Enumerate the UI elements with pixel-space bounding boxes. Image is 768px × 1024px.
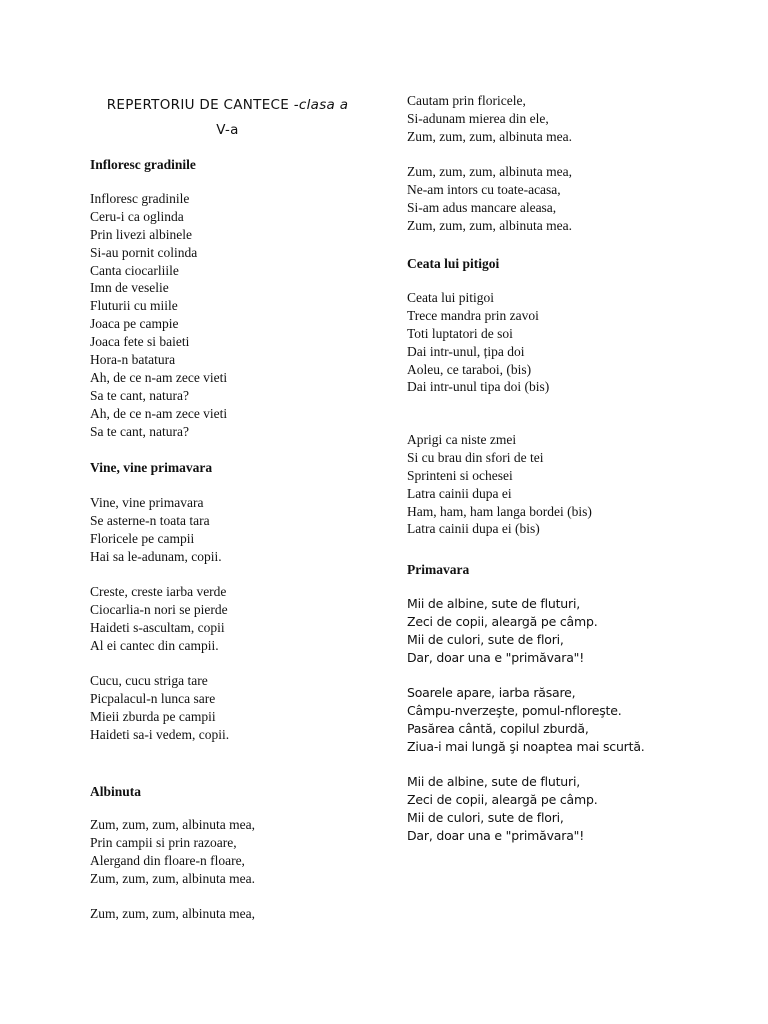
- lyric-line: Câmpu-nverzeşte, pomul-nfloreşte.: [407, 702, 622, 718]
- lyric-line: Cucu, cucu striga tare: [90, 673, 208, 688]
- title-class: -clasa a: [293, 97, 349, 113]
- song-stanza: [407, 684, 645, 756]
- lyric-line: Si-au pornit colinda: [90, 244, 198, 260]
- lyric-line: Prin campii si prin razoare,: [90, 834, 237, 850]
- lyric-line: Zeci de copii, aleargă pe câmp.: [407, 613, 598, 629]
- song-heading-ceata: Ceata lui pitigoi: [407, 256, 500, 271]
- lyric-line: Dai intr-unul tipa doi (bis): [407, 379, 550, 395]
- lyric-line: Soarele apare, iarba răsare,: [407, 685, 576, 700]
- lyric-line: Si-am adus mancare aleasa,: [407, 199, 557, 215]
- lyric-line: Ciocarlia-n nori se pierde: [90, 601, 228, 617]
- lyric-line: Se asterne-n toata tara: [90, 512, 210, 528]
- lyric-line: Alergand din floare-n floare,: [90, 852, 245, 868]
- song-heading-infloresc: Infloresc gradinile: [90, 157, 196, 172]
- page-title: [90, 93, 365, 143]
- lyric-line: Sprinteni si ochesei: [407, 467, 513, 483]
- song-heading-primavara: Primavara: [407, 562, 470, 577]
- lyric-line: Creste, creste iarba verde: [90, 584, 227, 599]
- lyric-line: Zum, zum, zum, albinuta mea,: [407, 164, 572, 179]
- lyric-line: Fluturii cu miile: [90, 298, 178, 314]
- lyric-line: Pasărea cântă, copilul zburdă,: [407, 720, 589, 736]
- lyric-line: Prin livezi albinele: [90, 226, 192, 242]
- song-stanza: [407, 163, 572, 235]
- lyric-line: Ham, ham, ham langa bordei (bis): [407, 503, 592, 519]
- lyric-line: Zum, zum, zum, albinuta mea.: [90, 870, 255, 886]
- lyric-line: Cautam prin floricele,: [407, 93, 526, 108]
- lyric-line: Dai intr-unul, țipa doi: [407, 343, 525, 359]
- lyric-line: Trece mandra prin zavoi: [407, 307, 539, 323]
- lyric-line: Ah, de ce n-am zece vieti: [90, 405, 228, 421]
- song-stanza: [90, 816, 255, 888]
- lyric-line: Sa te cant, natura?: [90, 423, 189, 439]
- lyric-line: Mieii zburda pe campii: [90, 708, 216, 724]
- lyric-line: Latra cainii dupa ei: [407, 485, 512, 501]
- lyric-line: Latra cainii dupa ei (bis): [407, 521, 540, 537]
- lyric-line: Vine, vine primavara: [90, 495, 204, 510]
- lyric-line: Dar, doar una e "primăvara"!: [407, 827, 585, 843]
- lyric-line: Joaca pe campie: [90, 316, 179, 332]
- song-stanza: [407, 431, 592, 538]
- lyric-line: Toti luptatori de soi: [407, 325, 513, 341]
- lyric-line: Mii de albine, sute de fluturi,: [407, 596, 581, 611]
- song-stanza: [407, 773, 598, 845]
- lyric-line: Hai sa le-adunam, copii.: [90, 548, 222, 564]
- lyric-line: Al ei cantec din campii.: [90, 637, 219, 653]
- title-main: REPERTORIU DE CANTECE: [106, 97, 294, 113]
- lyric-line: Aoleu, ce taraboi, (bis): [407, 361, 532, 377]
- song-stanza: [90, 905, 255, 923]
- lyric-line: Zum, zum, zum, albinuta mea,: [90, 817, 255, 832]
- lyric-line: Ne-am intors cu toate-acasa,: [407, 181, 561, 197]
- title-class-number: V-a: [216, 122, 239, 138]
- lyric-line: Si-adunam mierea din ele,: [407, 110, 549, 126]
- lyric-line: Aprigi ca niste zmei: [407, 432, 517, 447]
- song-stanza: [90, 494, 222, 566]
- lyric-line: Hora-n batatura: [90, 352, 176, 368]
- lyric-line: Picpalacul-n lunca sare: [90, 690, 216, 706]
- lyric-line: Ah, de ce n-am zece vieti: [90, 369, 228, 385]
- lyric-line: Haideti s-ascultam, copii: [90, 619, 225, 635]
- lyric-line: Haideti sa-i vedem, copii.: [90, 726, 230, 742]
- lyric-line: Sa te cant, natura?: [90, 387, 189, 403]
- song-stanza: [407, 92, 572, 146]
- song-stanza: [90, 583, 228, 655]
- lyric-line: Mii de culori, sute de flori,: [407, 631, 564, 647]
- song-stanza: [407, 289, 549, 396]
- song-stanza: [407, 595, 598, 667]
- lyric-line: Ziua-i mai lungă şi noaptea mai scurtă.: [407, 738, 645, 754]
- lyric-line: Dar, doar una e "primăvara"!: [407, 649, 585, 665]
- lyric-line: Floricele pe campii: [90, 530, 195, 546]
- lyric-line: Imn de veselie: [90, 280, 169, 296]
- lyric-line: Zum, zum, zum, albinuta mea.: [407, 217, 572, 233]
- song-stanza: [90, 672, 229, 744]
- lyric-line: Infloresc gradinile: [90, 191, 190, 206]
- lyric-line: Mii de culori, sute de flori,: [407, 809, 564, 825]
- lyric-line: Canta ciocarliile: [90, 262, 179, 278]
- lyric-line: Ceru-i ca oglinda: [90, 208, 184, 224]
- lyric-line: Si cu brau din sfori de tei: [407, 449, 544, 465]
- lyric-line: Zeci de copii, aleargă pe câmp.: [407, 791, 598, 807]
- lyric-line: Joaca fete si baieti: [90, 334, 190, 350]
- lyric-line: Zum, zum, zum, albinuta mea.: [407, 128, 572, 144]
- song-heading-vine: Vine, vine primavara: [90, 460, 213, 475]
- lyric-line: Mii de albine, sute de fluturi,: [407, 774, 581, 789]
- song-stanza: [90, 190, 227, 440]
- lyric-line: Ceata lui pitigoi: [407, 290, 494, 305]
- lyric-line: Zum, zum, zum, albinuta mea,: [90, 906, 255, 921]
- song-heading-albinuta: Albinuta: [90, 784, 142, 799]
